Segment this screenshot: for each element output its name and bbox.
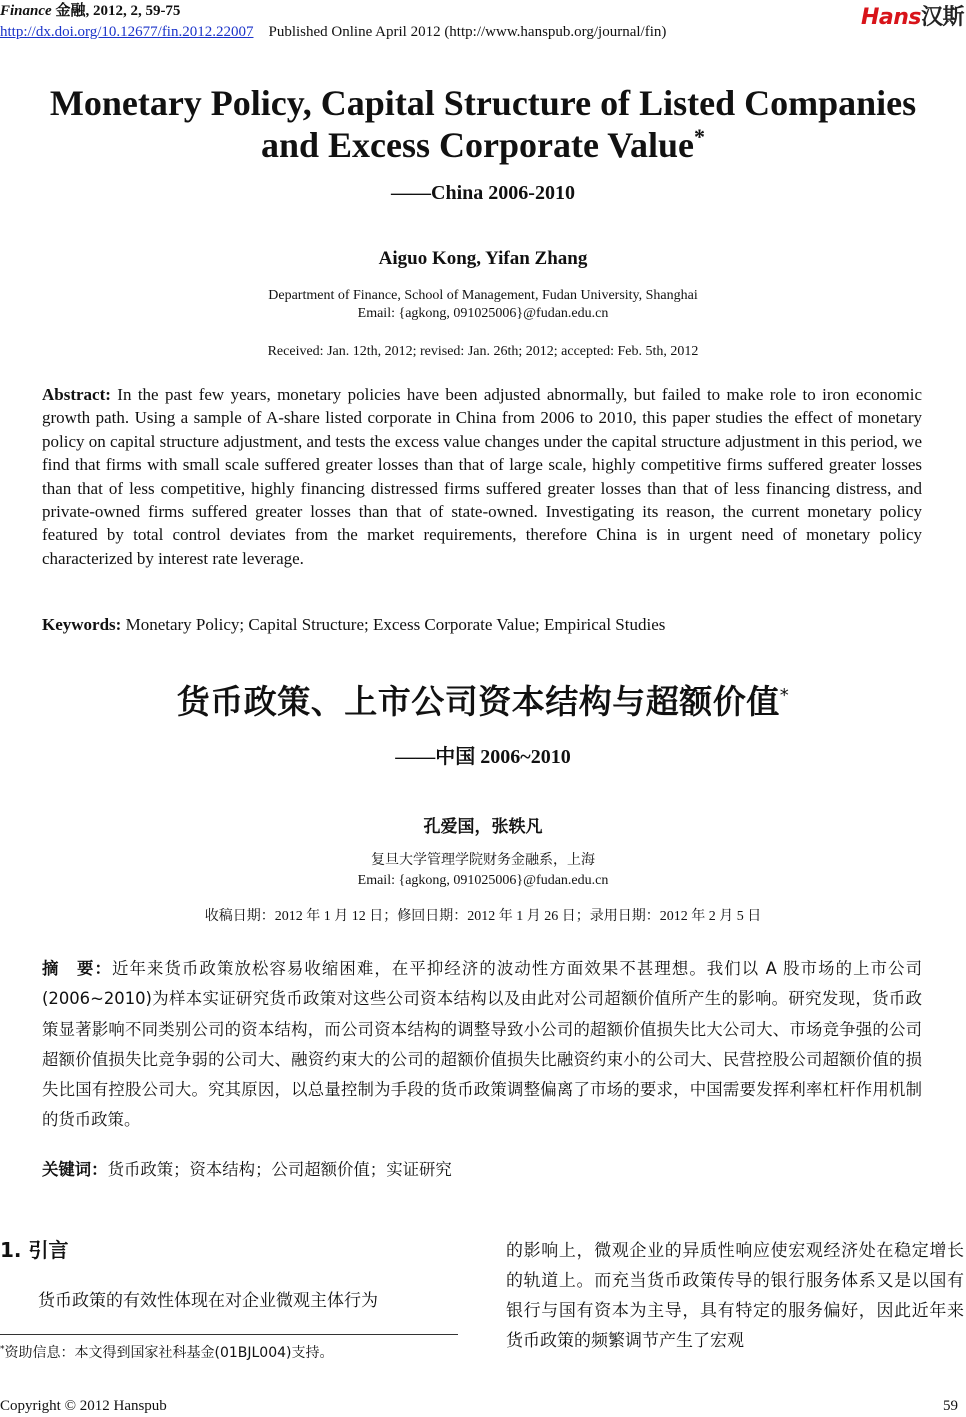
affiliation-cn: 复旦大学管理学院财务金融系，上海 bbox=[371, 853, 595, 868]
footnote-divider bbox=[0, 1334, 458, 1335]
keywords-label-cn: 关键词： bbox=[42, 1160, 108, 1179]
keywords-label-en: Keywords: bbox=[42, 615, 122, 634]
title-line-2: and Excess Corporate Value bbox=[260, 125, 695, 165]
title-cn-mark: * bbox=[779, 685, 790, 706]
title-cn-text: 货币政策、上市公司资本结构与超额价值 bbox=[176, 682, 780, 721]
abstract-label-cn: 摘 要： bbox=[42, 959, 112, 978]
doi-line bbox=[0, 23, 666, 41]
published-info: Published Online April 2012 (http://www.hanspub.org/journal/fin) bbox=[268, 24, 667, 40]
body-right-column: 的影响上，微观企业的异质性响应使宏观经济处在稳定增长的轨道上。而充当货币政策传导的银行服务体系又是以国有银行与国有资本为主导，具有特定的服务偏好，因此近年来货币政策的频繁调节产生了宏观 bbox=[506, 1241, 964, 1351]
abstract-label-en: Abstract: bbox=[42, 385, 111, 404]
email-cn: Email: {agkong, 091025006}@fudan.edu.cn bbox=[357, 873, 609, 888]
footnote-mark: * bbox=[0, 1344, 5, 1355]
hans-logo bbox=[861, 0, 964, 31]
subtitle-en: ——China 2006-2010 bbox=[391, 182, 575, 204]
doi-link[interactable]: http://dx.doi.org/10.12677/fin.2012.22007 bbox=[0, 24, 254, 40]
keywords-cn bbox=[42, 1155, 922, 1185]
keywords-text-cn: 货币政策；资本结构；公司超额价值；实证研究 bbox=[107, 1160, 452, 1179]
logo-cn-text: 汉斯 bbox=[920, 5, 964, 30]
page-number: 59 bbox=[943, 1398, 958, 1414]
journal-name: Finance bbox=[0, 3, 52, 19]
dates-en: Received: Jan. 12th, 2012; revised: Jan. 26th; 2012; accepted: Feb. 5th, 2012 bbox=[267, 344, 699, 359]
abstract-en bbox=[42, 383, 922, 570]
email-en: Email: {agkong, 091025006}@fudan.edu.cn bbox=[357, 306, 609, 321]
footnote bbox=[0, 1342, 334, 1362]
title-footnote-mark: * bbox=[694, 124, 706, 149]
journal-info: 金融, 2012, 2, 59-75 bbox=[51, 3, 181, 19]
authors-cn: 孔爱国，张轶凡 bbox=[423, 817, 543, 837]
abstract-cn bbox=[42, 954, 922, 1136]
paper-title-en bbox=[0, 82, 966, 166]
authors-en: Aiguo Kong, Yifan Zhang bbox=[378, 248, 588, 269]
subtitle-cn: ——中国 2006~2010 bbox=[395, 746, 571, 768]
copyright: Copyright © 2012 Hanspub bbox=[0, 1398, 167, 1414]
journal-citation bbox=[0, 2, 180, 20]
footnote-text: 资助信息：本文得到国家社科基金(01BJL004)支持。 bbox=[4, 1345, 334, 1361]
abstract-text-cn: 近年来货币政策放松容易收缩困难，在平抑经济的波动性方面效果不甚理想。我们以 A 股市场的上市公司(2006~2010)为样本实证研究货币政策对这些公司资本结构以及由此对公司超额价值所产生的影响。研究发现，货币政策显著影响不同类别公司的资本结构，而公司资本结构的调整导致小公司的超额价值损失比大公司大、市场竞争强的公司超额价值损失比竞争弱的公司大、融资约束大的公司的超额价值损失比融资约束小的公司大、民营控股公司超额价值的损失比国有控股公司大。究其原因，以总量控制为手段的货币政策调整偏离了市场的要求，中国需要发挥利率杠杆作用机制的货币政策。 bbox=[42, 959, 922, 1130]
keywords-text-en: Monetary Policy; Capital Structure; Excess Corporate Value; Empirical Studies bbox=[121, 615, 666, 634]
section-heading-introduction: 1. 引言 bbox=[0, 1238, 69, 1262]
keywords-en bbox=[42, 613, 922, 636]
body-left-column: 货币政策的有效性体现在对企业微观主体行为 bbox=[38, 1291, 378, 1311]
logo-text: Hans bbox=[860, 5, 921, 30]
title-line-1: Monetary Policy, Capital Structure of Listed Companies bbox=[49, 83, 917, 123]
affiliation-en: Department of Finance, School of Management, Fudan University, Shanghai bbox=[268, 288, 698, 303]
paper-title-cn bbox=[0, 676, 966, 723]
abstract-text-en: In the past few years, monetary policies have been adjusted abnormally, but failed to make role to iron economic growth path. Using a sample of A-share listed corporate in China from 2006 to 2010, this paper studies the effect of monetary policy on capital structure adjustment, and tests the excess value changes under the capital structure adjustment in this period, we find that firms with small scale suffered greater losses than that of large scale, highly competitive firms suffered greater losses than that of less competitive, highly financing distressed firms suffered greater losses than that of less financing distress, and private-owned firms suffered greater losses than that of state-owned. Investigating its reason, the current monetary policy featured by total control deviates from the market requirements, therefore China is in urgent need of monetary policy characterized by interest rate leverage. bbox=[42, 385, 922, 568]
dates-cn: 收稿日期：2012 年 1 月 12 日；修回日期：2012 年 1 月 26 日；录用日期：2012 年 2 月 5 日 bbox=[204, 909, 762, 924]
